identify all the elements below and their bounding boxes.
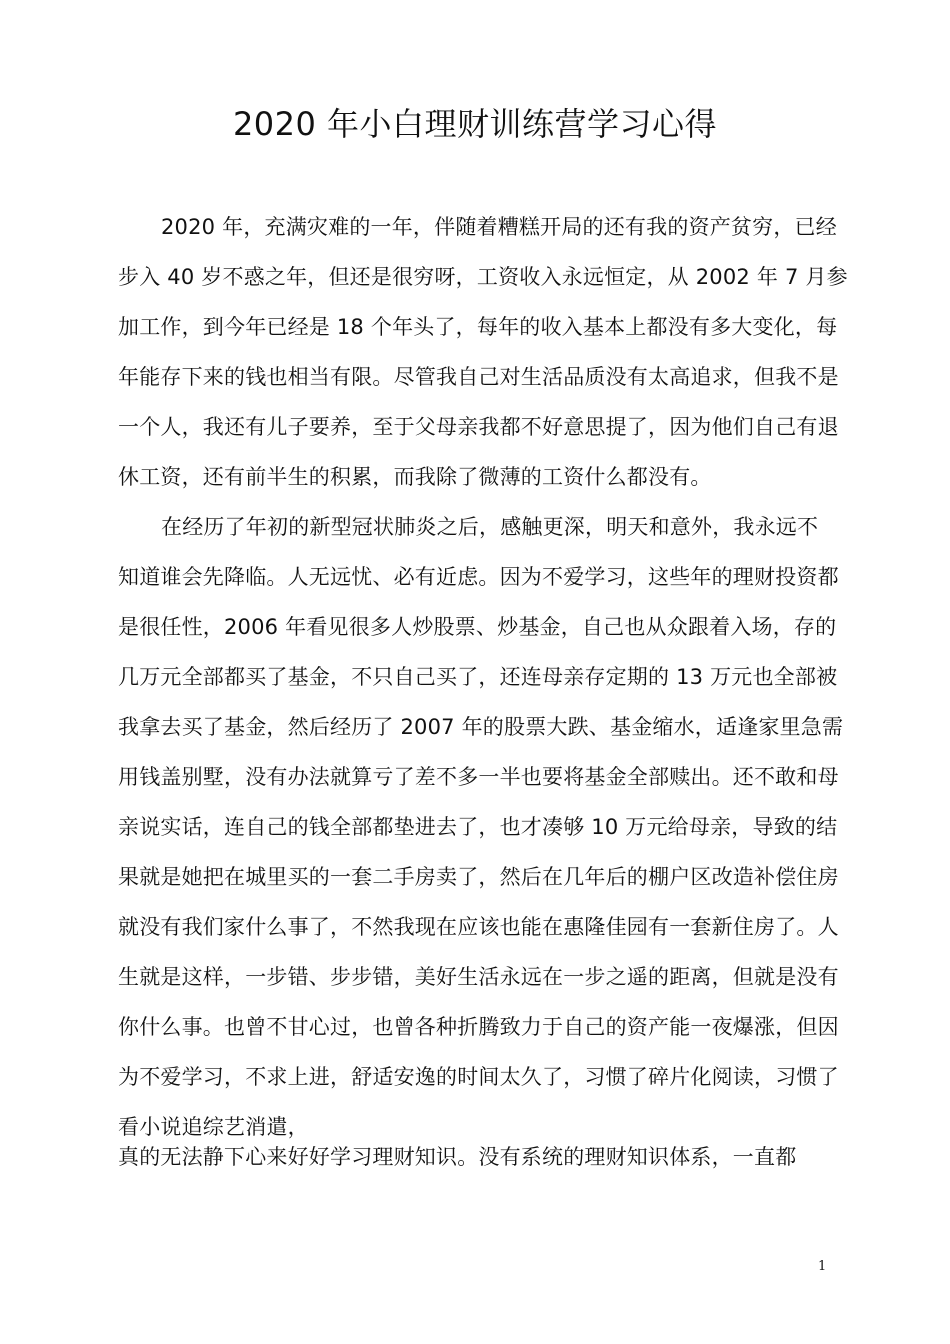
document-title: 2020 年小白理财训练营学习心得	[232, 105, 718, 143]
text-line: 步入 40 岁不惑之年，但还是很穷呀，工资收入永远恒定，从 2002 年 7 月参	[118, 265, 848, 289]
text-line: 就没有我们家什么事了，不然我现在应该也能在惠隆佳园有一套新住房了。人	[118, 915, 839, 939]
text-line: 为不爱学习，不求上进，舒适安逸的时间太久了，习惯了碎片化阅读，习惯了	[118, 1065, 839, 1089]
text-line: 一个人，我还有儿子要养，至于父母亲我都不好意思提了，因为他们自己有退	[118, 415, 839, 439]
text-line: 我拿去买了基金，然后经历了 2007 年的股票大跌、基金缩水，适逢家里急需	[118, 715, 844, 739]
text-line: 是很任性，2006 年看见很多人炒股票、炒基金，自己也从众跟着入场，存的	[118, 615, 837, 639]
page-number: 1	[818, 1259, 827, 1274]
document-body	[118, 207, 848, 1187]
text-line: 2020 年，充满灾难的一年，伴随着糟糕开局的还有我的资产贫穷，已经	[161, 215, 837, 239]
text-line: 加工作，到今年已经是 18 个年头了，每年的收入基本上都没有多大变化，每	[118, 315, 838, 339]
text-line: 亲说实话，连自己的钱全部都垫进去了，也才凑够 10 万元给母亲，导致的结	[118, 815, 838, 839]
text-line: 知道谁会先降临。人无远忧、必有近虑。因为不爱学习，这些年的理财投资都	[118, 565, 839, 589]
text-line: 看小说追综艺消遣，	[118, 1115, 309, 1139]
text-line: 几万元全部都买了基金，不只自己买了，还连母亲存定期的 13 万元也全部被	[118, 665, 838, 689]
text-line: 年能存下来的钱也相当有限。尽管我自己对生活品质没有太高追求，但我不是	[118, 365, 839, 389]
text-line: 休工资，还有前半生的积累，而我除了微薄的工资什么都没有。	[118, 465, 712, 489]
text-line: 生就是这样，一步错、步步错，美好生活永远在一步之遥的距离，但就是没有	[118, 965, 839, 989]
text-line: 真的无法静下心来好好学习理财知识。没有系统的理财知识体系，一直都	[118, 1145, 797, 1169]
text-line: 用钱盖别墅，没有办法就算亏了差不多一半也要将基金全部赎出。还不敢和母	[118, 765, 839, 789]
text-line: 你什么事。也曾不甘心过，也曾各种折腾致力于自己的资产能一夜爆涨，但因	[118, 1015, 839, 1039]
text-line: 在经历了年初的新型冠状肺炎之后，感触更深，明天和意外，我永远不	[161, 515, 819, 539]
text-line: 果就是她把在城里买的一套二手房卖了，然后在几年后的棚户区改造补偿住房	[118, 865, 839, 889]
